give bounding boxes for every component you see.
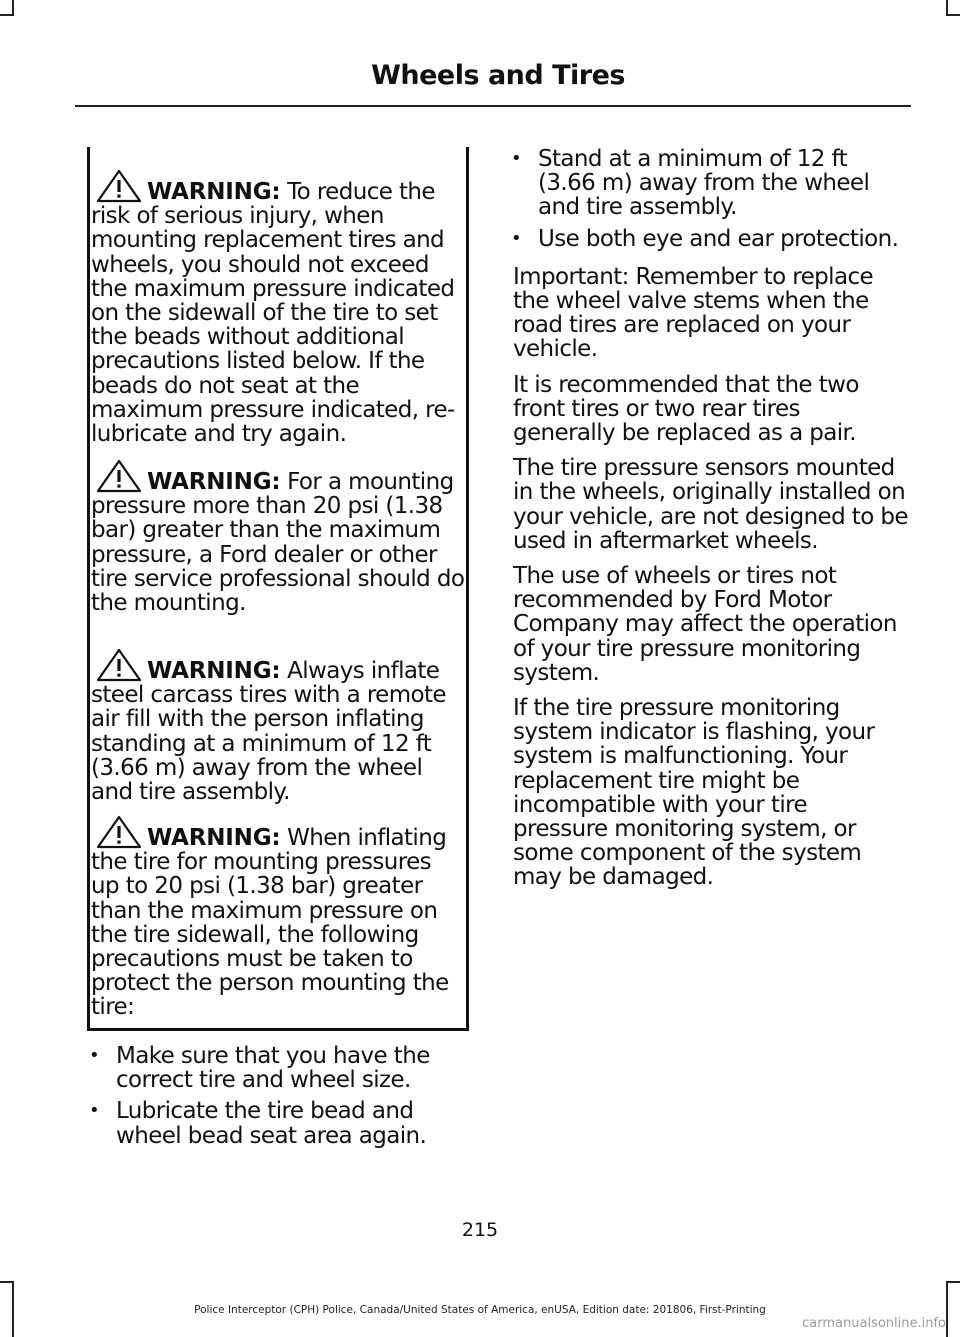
warning-4 xyxy=(91,826,465,1020)
header-divider xyxy=(75,105,911,107)
list-item: • Use both eye and ear protection. xyxy=(513,227,908,251)
warning-3 xyxy=(91,659,465,804)
paragraph: The tire pressure sensors mounted in the wheels, originally installed on your vehicle, are not designed to be used in aftermarket wheels. xyxy=(513,455,908,554)
list-item: • Lubricate the tire bead and wheel bead seat area again. xyxy=(91,1099,471,1147)
page-title: Wheels and Tires xyxy=(371,60,625,91)
paragraph: It is recommended that the two front tires or two rear tires generally be replaced as a pair. xyxy=(513,371,859,447)
crop-mark-top-left-h xyxy=(0,14,14,16)
warning-2 xyxy=(91,470,465,615)
warning-text: For a mounting pressure more than 20 psi (1.38 bar) greater than the maximum pressure, a Ford dealer or other tire service professional should do the mounting. xyxy=(91,469,465,617)
page-number: 215 xyxy=(461,1219,499,1241)
crop-mark-bottom-left-h xyxy=(0,1281,14,1283)
list-item: • Stand at a minimum of 12 ft (3.66 m) away from the wheel and tire assembly. xyxy=(513,147,908,220)
watermark: carmanualsonline.info xyxy=(802,1316,946,1331)
warning-label: WARNING: xyxy=(147,469,281,495)
paragraph: Important: Remember to replace the wheel valve stems when the road tires are replaced on your vehicle. xyxy=(513,263,874,363)
right-bullet-list xyxy=(513,147,908,251)
paragraph: The use of wheels or tires not recommended by Ford Motor Company may affect the operation of your tire pressure monitoring system. xyxy=(513,563,897,686)
crop-mark-bottom-right-h xyxy=(946,1281,960,1283)
warning-text: When inflating the tire for mounting pressures up to 20 psi (1.38 bar) greater than the maximum pressure on the tire sidewall, the following precautions must be taken to protect the person mounting the tire: xyxy=(91,825,449,1021)
left-bullet-list xyxy=(91,1044,471,1155)
edition-note: Police Interceptor (CPH) Police, Canada/United States of America, enUSA, Edition date: 201806, First-Printing xyxy=(194,1304,766,1316)
paragraph: If the tire pressure monitoring system indicator is flashing, your system is malfunctioning. Your replacement tire might be incompatible with your tire pressure monitoring system, or some component of the system may be damaged. xyxy=(513,695,875,891)
crop-mark-top-right-h xyxy=(946,14,960,16)
right-column xyxy=(513,147,908,901)
warning-label: WARNING: xyxy=(147,658,281,684)
warning-1 xyxy=(91,180,465,446)
warning-triangle-icon xyxy=(95,647,143,683)
warning-triangle-icon xyxy=(95,458,143,494)
warning-text: Always inflate steel carcass tires with a remote air fill with the person inflating standing at a minimum of 12 ft (3.66 m) away from the wheel and tire assembly. xyxy=(91,658,446,806)
warning-label: WARNING: xyxy=(147,179,281,205)
warning-triangle-icon xyxy=(95,168,143,204)
list-item: • Make sure that you have the correct tire and wheel size. xyxy=(91,1044,471,1092)
warning-label: WARNING: xyxy=(147,825,281,851)
warning-triangle-icon xyxy=(95,814,143,850)
warning-text: To reduce the risk of serious injury, when mounting replacement tires and wheels, you should not exceed the maximum pressure indicated on the sidewall of the tire to set the beads without additional precautions listed below. If the beads do not seat at the maximum pressure indicated, re-lubricate and try again. xyxy=(91,179,455,448)
